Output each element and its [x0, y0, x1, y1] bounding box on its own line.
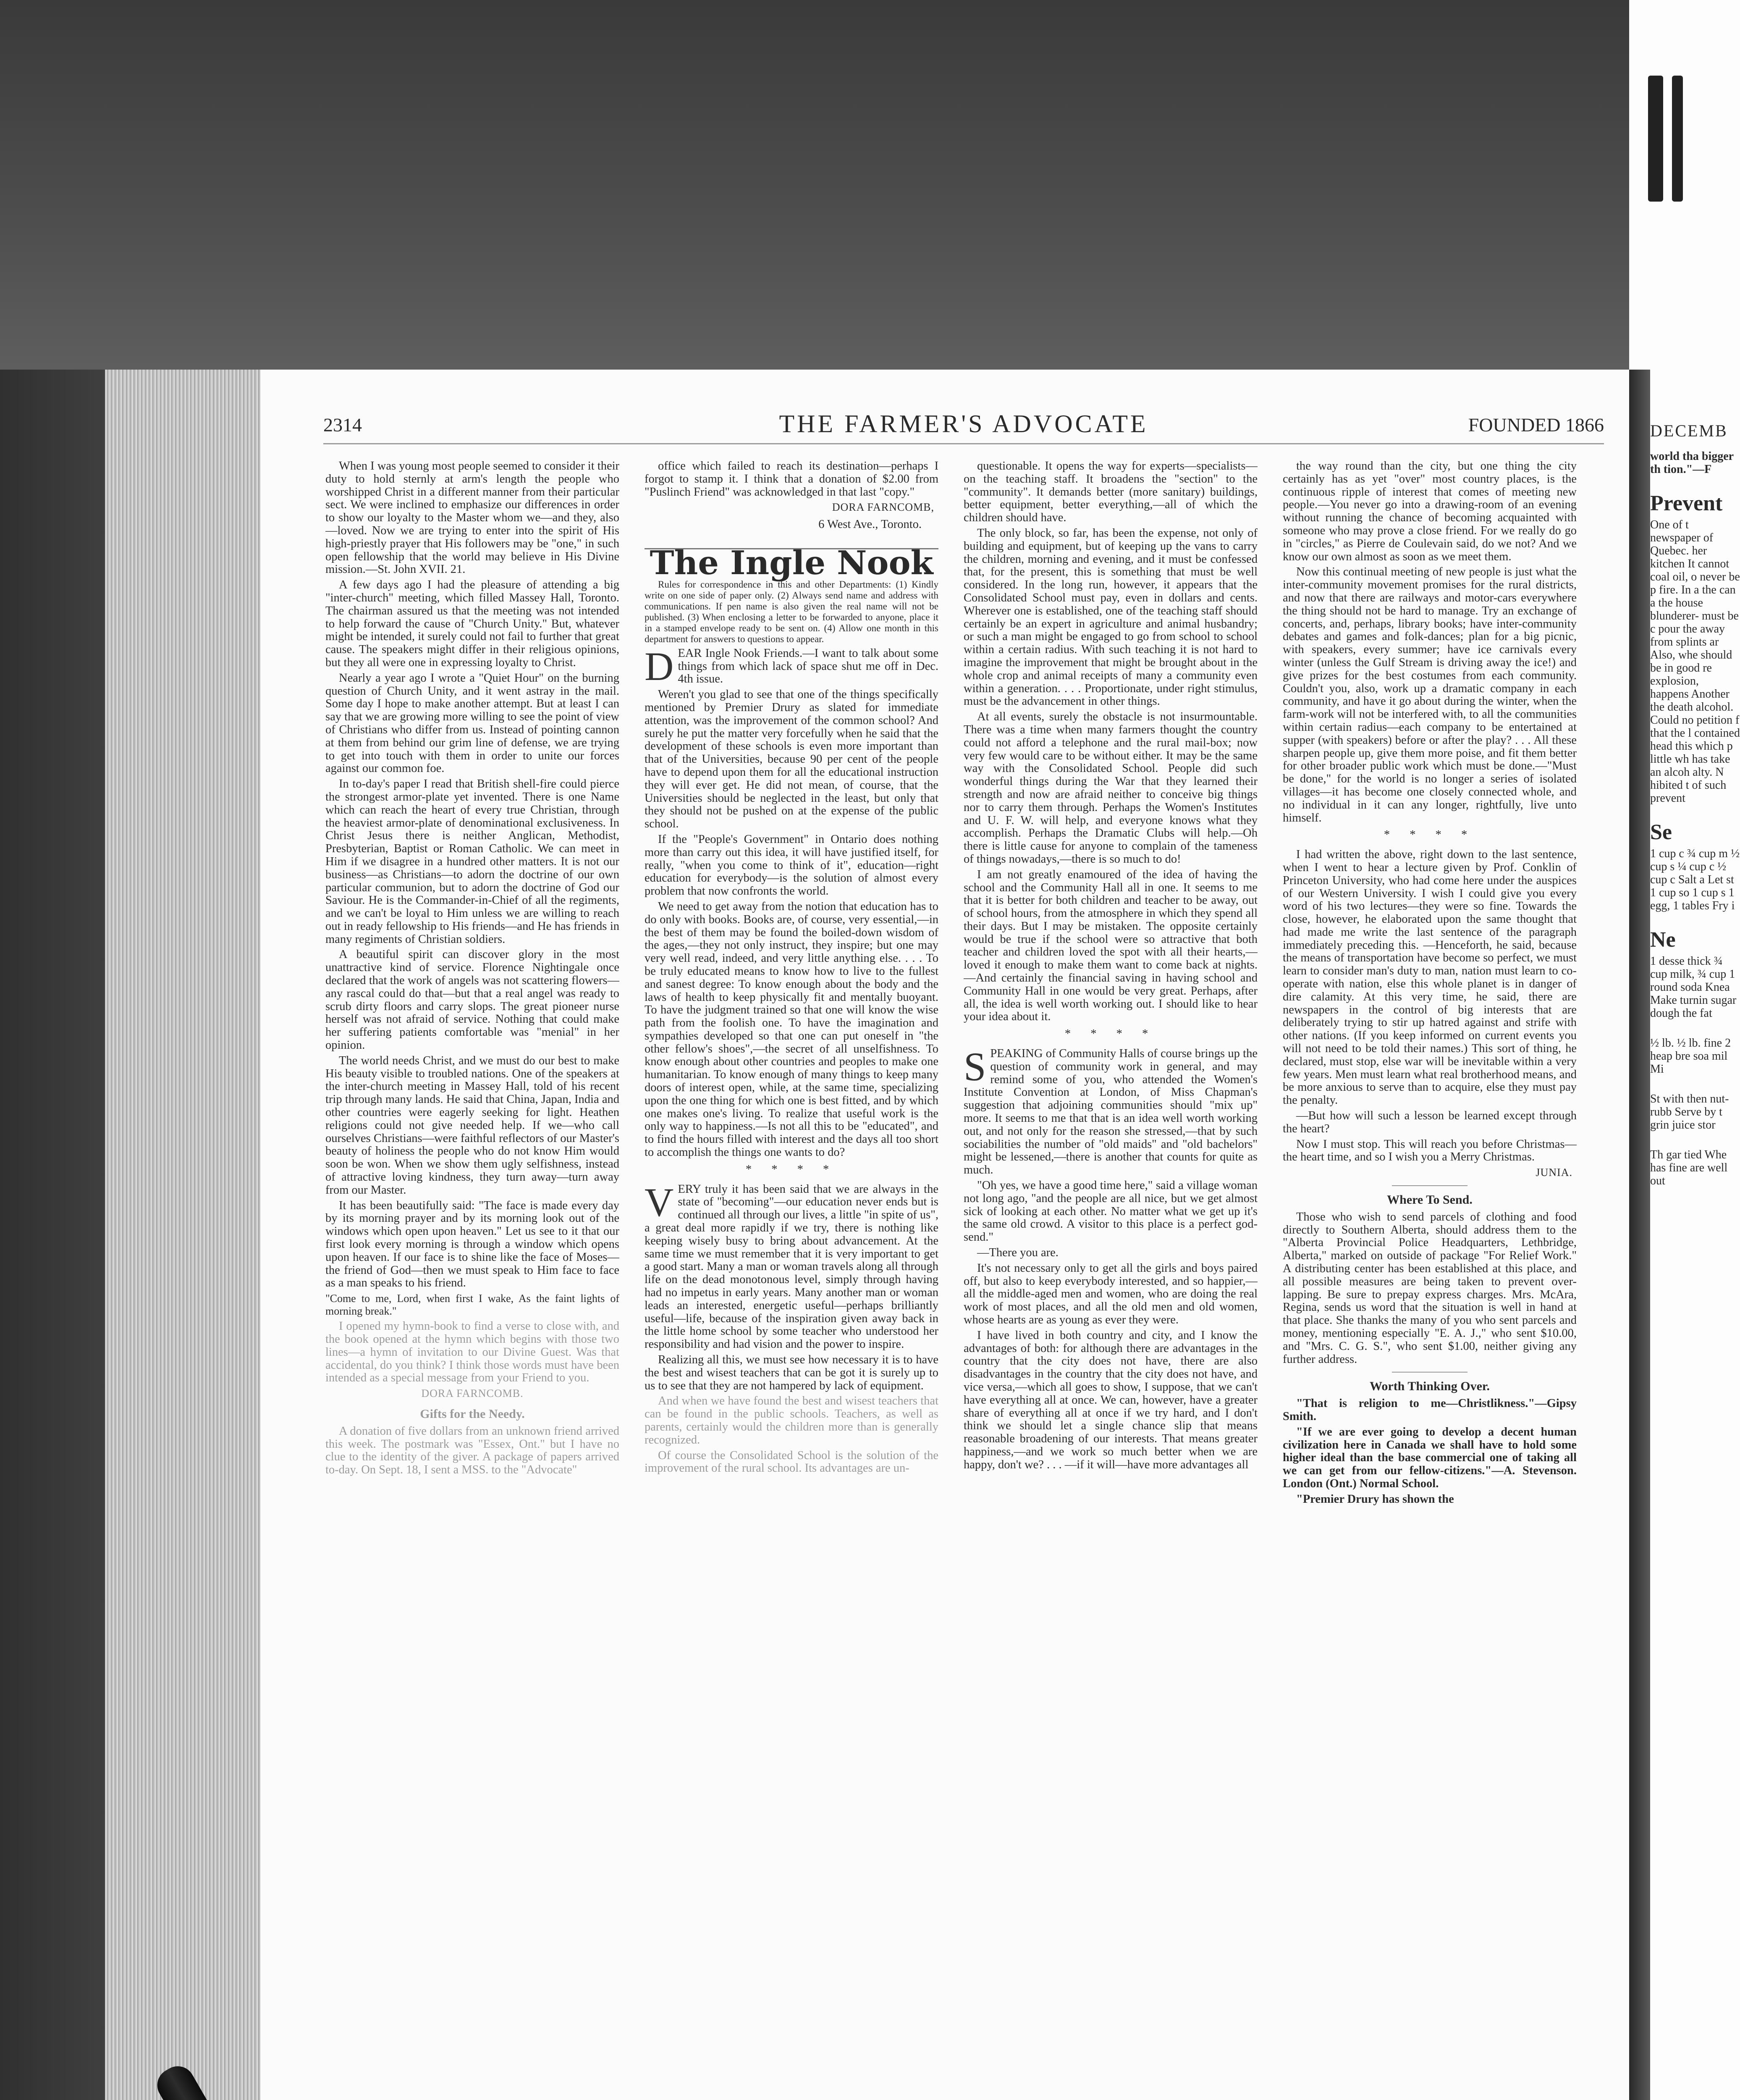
paragraph: The world needs Christ, and we must do our best to make His beauty visible to troubled nations. One of the speakers at the inter-church meeting in Massey Hall, told of his recent trip through many lands. He said that China, Japan, India and other countries were eagerly seeking for light. Heathen religions could not give needed help. If we—who call ourselves Christians—were faithful reflectors of our Master's beauty of holiness the people who do not know Him would soon be won. When we show them ugly selfishness, instead of attractive loving kindness, they turn away—turn away from our Master.: [325, 1054, 619, 1197]
column-4: [1283, 460, 1577, 2100]
page-number: 2314: [323, 414, 362, 436]
quote: "If we are ever going to develop a decent human civilization here in Canada we shall have to hold some higher ideal than the base commercial one of taking all we can get from our fellow-citizens."—A. Stevenson. London (Ont.) Normal School.: [1283, 1425, 1577, 1490]
paragraph: A donation of five dollars from an unknown friend arrived this week. The postmark was "Essex, Ont." but I have no clue to the identity of the giver. A package of papers arrived to-day. On Sept. 18, I sent a MSS. to the "Advocate": [325, 1424, 619, 1477]
paragraph: At all events, surely the obstacle is not insurmountable. There was a time when many farmers thought the country could not afford a telephone and the rural mail-box; now very few would care to be without either. It may be the same way with the Consolidated School. People did such wonderful things during the War that they learned their strength and now are afraid neither to conceive big things nor to carry them through. Perhaps the Women's Institutes and U. F. W. will help, and everyone knows what they accomplish. Perhaps the Dramatic Clubs will help.—Oh there is little cause for anyone to complain of the tameness of things nowadays,—there is so much to do!: [964, 710, 1258, 866]
correspondence-rules: Rules for correspondence in this and other Departments: (1) Kindly write on one side of paper only. (2) Always send name and address with communications. If pen name is also given the real name will not be published. (3) When enclosing a letter to be forwarded to anyone, place it in a stamped envelope ready to be sent on. (4) Allow one month in this department for answers to questions to appear.: [645, 579, 938, 644]
address: 6 West Ave., Toronto.: [818, 518, 922, 531]
signature: DORA FARNCOMB,: [832, 501, 934, 514]
column-2: [645, 460, 938, 2100]
next-page-recipe-5: Th gar tied Whe has fine are well out: [1650, 1148, 1728, 1187]
paragraph: questionable. It opens the way for experts—specialists—on the teaching staff. It broadens the "section" to the "community". It demands better (more sanitary) buildings, better equipment, better everything,—all of which the children should have.: [964, 460, 1258, 525]
paragraph: A few days ago I had the pleasure of attending a big "inter-church" meeting, which filled Massey Hall, Toronto. The chairman assured us that the meeting was not intended to help forward the cause of "Church Unity." But, whatever might be intended, it surely could not fail to further that great cause. The speakers might differ in their religious opinions, but they all were one in expressing loyalty to Christ.: [325, 578, 619, 669]
magazine-page: [260, 370, 1629, 2100]
founded-line: FOUNDED 1866: [1468, 414, 1604, 436]
section-separator: * * * *: [1064, 1027, 1157, 1041]
paragraph: Nearly a year ago I wrote a "Quiet Hour" on the burning question of Church Unity, and it went astray in the mail. Some day I hope to make another attempt. But at least I can say that we are growing more willing to see the point of view of Christians who differ from us. Instead of pointing cannon at them from behind our grim line of defense, we are trying to get into touch with them in order to unite our forces against our common foe.: [325, 671, 619, 775]
paragraph: I had written the above, right down to the last sentence, when I went to hear a lecture given by Prof. Conklin of Princeton University, who had come here under the auspices of our Western University. I wish I could give you every word of his two lectures—they were so fine. Towards the close, however, he elaborated upon the same thought that had made me write the last sentence of the paragraph immediately preceding this. —Henceforth, he said, because the means of transportation have become so perfect, we must learn to consider man's duty to man, nation must learn to co-operate with nation, else this whole planet is in danger of dire calamity. At this very time, he said, there are newspapers in the control of big interests that are deliberately trying to stir up hatred against and strife with other nations. (If you keep informed on current events you will not need to be told their names.) This sort of thing, he declared, must stop, else war will be inevitable within a very few years. Men must learn what real brotherhood means, and be more anxious to serve than to acquire, else they must pay the penalty.: [1283, 848, 1577, 1107]
paragraph: Now I must stop. This will reach you before Christmas—the heart time, and so I wish you a Merry Christmas.: [1283, 1137, 1577, 1164]
paragraph: I have lived in both country and city, and I know the advantages of both: for although there are advantages in the country that the city does not have, there are also disadvantages in the country that the city does not have, and vice versa,—which all goes to show, I suppose, that we can't have everything all at once. We can, however, have a greater share of everything all at once if we try hard, and I don't think we should let a single chance slip that means reasonable broadening of our interests. That means greater happiness,—and we work so much better when we are happy, don't we? . . . —if it will—have more advantages all: [964, 1328, 1258, 1471]
divider: [1392, 1185, 1467, 1186]
paragraph: The only block, so far, has been the expense, not only of building and equipment, but of keeping up the vans to carry the children, morning and evening, and it must be confessed that, for the present, this is something that must be well considered. In the long run, however, it appears that the Consolidated School must pay, even in dollars and cents. Wherever one is established, one of the teaching staff should certainly be an expert in agriculture and animal husbandry; or such a man might be engaged to go from school to school within a certain radius. With such teaching it is not hard to imagine the improvement that might be brought about in the whole crop and animal receipts of many a community even within a generation. . . . Proportionate, under right stimulus, must be the advancement in other things.: [964, 526, 1258, 708]
page-header: [323, 410, 1604, 444]
verse-quote: "Come to me, Lord, when first I wake, As the faint lights of morning break.": [325, 1292, 619, 1318]
paragraph: Realizing all this, we must see how necessary it is to have the best and wisest teachers that can be got it is surely up to us to see that they are not hampered by lack of equipment.: [645, 1353, 938, 1392]
section-separator: * * * *: [1384, 828, 1476, 842]
next-page-recipe: 1 cup c ¾ cup m ½ cup s ¼ cup c ½ cup c Salt a Let st 1 cup so 1 cup s 1 egg, 1 tables Fry i: [1650, 847, 1740, 912]
paragraph: In to-day's paper I read that British shell-fire could pierce the strongest armor-plate yet invented. There is one Name which can reach the heart of every true Christian, through the heaviest armor-plate of denominational exclusiveness. In Christ Jesus there is neither Anglican, Methodist, Presbyterian, Baptist or Roman Catholic. We can meet in Him if we disagree in a hundred other matters. It is not our business—as Christians—to adorn the doctrine of our own particular communion, but to adorn the doctrine of God our Saviour. He is the Commander-in-Chief of all the regiments, and we can't be loyal to Him unless we are willing to reach out in ready fellowship to His friends—and He has friends in many regiments of Christian soldiers.: [325, 777, 619, 946]
paragraph: office which failed to reach its destination—perhaps I forgot to stamp it. I think that a donation of $2.00 from "Puslinch Friend" was acknowledged in that last "copy.": [645, 460, 938, 499]
section-separator: * * * *: [745, 1163, 838, 1176]
paragraph: I am not greatly enamoured of the idea of having the school and the Community Hall all in one. It seems to me that it is better for both children and teacher to be away, out of school hours, from the atmosphere in which they spend all their days. But I may be mistaken. The opposite certainly would be true if the school were so attractive that both teacher and children loved the spot with all their hearts,—loved it enough to make them want to come back at nights.—And certainly the financial saving in having school and Community Hall in one would be very great. Perhaps, after all, the idea is well worth working out. I should like to hear your idea about it.: [964, 868, 1258, 1024]
paragraph: We need to get away from the notion that education has to do only with books. Books are, of course, very essential,—in the best of them may be found the boiled-down wisdom of the ages,—they not only instruct, they inspire; but one may very well read, indeed, and very little anything else. . . . To be truly educated means to know how to live to the fullest and sanest degree: To know enough about the body and the laws of health to keep physically fit and mentally buoyant. To have the judgment trained so that one will know the wise path from the foolish one. To have the imagination and sympathies developed so that one can put oneself in "the other fellow's shoes",—the secret of all unselfishness. To know enough about other countries and peoples to make one humanitarian. To know enough of many things to keep many doors of interest open, while, at the same time, specializing upon the one thing for which one is best fitted, and by which one makes one's living. To realize that useful work is the only way to happiness.—Is not all this to be "educated", and to find the hours filled with interest and the days all too short to accomplish the things one wants to do?: [645, 900, 938, 1159]
paragraph: Of course the Consolidated School is the solution of the improvement of the rural school. Its advantages are un-: [645, 1449, 938, 1475]
paragraph: DEAR Ingle Nook Friends.—I want to talk about some things from which lack of space shut me off in Dec. 4th issue.: [645, 643, 938, 689]
paragraph: It has been beautifully said: "The face is made every day by its morning prayer and by its morning look out of the windows which open upon heaven." Let us see to it that our first look every morning is through a window which opens upon heaven. If our face is to shine like the face of Moses—the friend of God—then we must speak to Him face to face as a man speaks to his friend.: [325, 1199, 619, 1290]
binding-mark: [1648, 76, 1663, 202]
paragraph: I opened my hymn-book to find a verse to close with, and the book opened at the hymn which begins with those two lines—a hymn of invitation to our Divine Guest. Was that accidental, do you think? I think those words must have been intended as a special message from your Friend to you.: [325, 1320, 619, 1385]
binding-mark: [1672, 76, 1683, 202]
paragraph: Those who wish to send parcels of clothing and food directly to Southern Alberta, should address them to the "Alberta Provincial Police Headquarters, Lethbridge, Alberta," marked on outside of package "For Relief Work." A distributing center has been established at this place, and all possible measures are being taken to prevent over-lapping. Be sure to prepay express charges. Mrs. McAra, Regina, sends us word that the situation is well in hand at that place. She thanks the many of you who sent parcels and money, mentioning especially "E. A. J.," who sent $10.00, and "Mrs. C. G. S.", who sent $1.00, neither giving any further address.: [1283, 1210, 1577, 1366]
next-page-recipe-2: 1 desse thick ¾ cup milk, ¾ cup 1 round soda Knea Make turnin sugar dough the fat: [1650, 955, 1737, 1020]
drop-cap: S: [964, 1044, 986, 1089]
quote: "That is religion to me—Christlikness."—Gipsy Smith.: [1283, 1397, 1577, 1423]
paragraph: the way round than the city, but one thing the city certainly has as yet "over" most country places, is the continuous ripple of interest that comes of meeting new people.—You never go into a drawing-room of an evening without running the chance of becoming acquainted with someone who may prove a close friend. For we really do go in "circles," as Pierre de Coulevain said, do we not? And we know our own almost as soon as we meet them.: [1283, 460, 1577, 563]
column-1: [325, 460, 619, 2100]
next-page-title: Prevent: [1650, 491, 1723, 515]
signature: DORA FARNCOMB.: [421, 1387, 524, 1400]
quote: "Premier Drury has shown the: [1296, 1492, 1454, 1506]
next-page-recipe-3: ½ lb. ½ lb. fine 2 heap bre soa mil Mi: [1650, 1037, 1731, 1076]
next-page-text: One of t newspaper of Quebec. her kitchen It cannot coal oil, o never be p fire. In a the can a the house blunderer- must be c pour the away from splints ar Also, whe should be in good re explosion, happens Another the death alcohol. Could no petition f that the l contained head this which p little wh has take an alcoh alty. N hibited t of such prevent: [1650, 518, 1740, 805]
paragraph: SPEAKING of Community Halls of course brings up the question of community work in general, and may remind some of you, who attended the Women's Institute Convention at London, of Miss Chapman's suggestion that adjoining communities should "mix up" more. It seems to me that that is an idea well worth working out, and not only for the reason she stressed,—that by such sociabilities the number of "old maids" and "old bachelors" might be lessened,—there is another that counts for quite as much.: [964, 1044, 1258, 1177]
section-title-gifts: Gifts for the Needy.: [420, 1407, 525, 1421]
paragraph: Weren't you glad to see that one of the things specifically mentioned by Premier Drury as slated for immediate attention, was the improvement of the common school? And surely he put the matter very forcefully when he said that the development of these schools is even more important than that of the Universities, because 90 per cent of the people have to depend upon them for all the educational instruction they will ever get. He did not mean, of course, that the Universities should be neglected in the least, but only that they should not be pushed on at the expense of the public school.: [645, 688, 938, 831]
drop-cap: D: [645, 643, 674, 689]
section-title-ingle-nook: The Ingle Nook: [645, 548, 938, 570]
paragraph: It's not necessary only to get all the girls and boys paired off, but also to keep everybody interested, and so happier,—all the middle-aged men and women, who are doing the real work of most places, and all the old men and old women, whose hearts are as young as ever they were.: [964, 1261, 1258, 1326]
drop-cap: V: [645, 1179, 674, 1225]
divider: [1392, 1372, 1467, 1373]
paragraph: "Oh yes, we have a good time here," said a village woman not long ago, "and the people are all nice, but we get almost sick of looking at each other. No matter what we get up it's the same old crowd. A visitor to this place is a perfect god-send.": [964, 1179, 1258, 1244]
paragraph: Now this continual meeting of new people is just what the inter-community movement promises for the rural districts, and now that there are railways and motor-cars everywhere the thing should not be hard to manage. Try an exchange of concerts, and, perhaps, library books; have inter-community debates and games and folk-dances; plan for a big picnic, with speakers, every summer; have ice carnivals every winter (unless the Gulf Stream is driving away the ice!) and give prizes for the best costumes from each community. Couldn't you, also, work up a dramatic company in each community, and have it go about during the winter, when the farm-work will not be interfered with, to all the communities within certain radius—each company to be entertained at supper (with speakers) before or after the play? . . . All these sharpen people up, give them more poise, and fit them better for other broader public work which must be done.—"Must be done," for the world is no longer a series of isolated villages—it has become one closely connected whole, and no individual in it can any longer, rightfully, live unto himself.: [1283, 565, 1577, 824]
section-title-where-to-send: Where To Send.: [1387, 1193, 1473, 1207]
next-page-bold-text: world tha bigger th tion."—F: [1650, 450, 1734, 476]
signature: JUNIA.: [1536, 1166, 1572, 1179]
next-page-header: DECEMB: [1650, 424, 1728, 440]
paragraph: A beautiful spirit can discover glory in the most unattractive kind of service. Florence Nightingale once declared that the work of angels was not scattering flowers—any rascal could do that—but that a real angel was ready to scrub dirty floors and carry slops. The great pioneer nurse herself was not afraid of service. Nothing that could make her suffering patients comfortable was "menial" in her opinion.: [325, 948, 619, 1052]
masthead: THE FARMER'S ADVOCATE: [779, 410, 1148, 438]
section-title-worth-thinking-over: Worth Thinking Over.: [1370, 1379, 1490, 1394]
paragraph: When I was young most people seemed to consider it their duty to hold sternly at arm's length the people who worshipped Christ in a different manner from their particular sect. We were inclined to emphasize our differences in order to show our loyalty to the Master whom we—and they, also—loved. Now we are trying to enter into the spirit of His high-priestly prayer that His followers may be "one," in such open fellowship that the world may believe in His Divine mission.—St. John XVII. 21.: [325, 460, 619, 576]
paragraph: If the "People's Government" in Ontario does nothing more than carry out this idea, it will have justified itself, for really, "when you come to think of it", education—right education for everybody—is the solution of almost every problem that now confronts the world.: [645, 832, 938, 898]
next-page-sliver: [1650, 424, 1740, 2100]
paragraph: And when we have found the best and wisest teachers that can be found in the public schools. Teachers, as well as parents, certainly would the children more than is generally recognized.: [645, 1394, 938, 1446]
next-page-recipe-4: St with then nut- rubb Serve by t grin juice stor: [1650, 1092, 1729, 1131]
paragraph: —There you are.: [977, 1246, 1059, 1260]
photo-background-top: [0, 0, 1740, 370]
paragraph: VERY truly it has been said that we are always in the state of "becoming"—our education never ends but is continued all through our lives, a little "in spite of us", a great deal more rapidly if we try, there is nothing like keeping wisely busy to bring about advancement. At the same time we must remember that it is very important to get a good start. Many a man or woman travels along all through life on the dead monotonous level, simply through having had no impetus in early years. Many another man or woman leads an interested, energetic useful—perhaps brilliantly useful—life, because of the inspiration given away back in the little home school by some teacher who understood her responsibility and had vision and the power to inspire.: [645, 1179, 938, 1351]
paragraph: —But how will such a lesson be learned except through the heart?: [1283, 1109, 1577, 1135]
next-page-title-2: Se: [1650, 820, 1672, 844]
next-page-title-3: Ne: [1650, 928, 1676, 952]
book-page-edges: [105, 370, 260, 2100]
column-3: [964, 460, 1258, 2100]
